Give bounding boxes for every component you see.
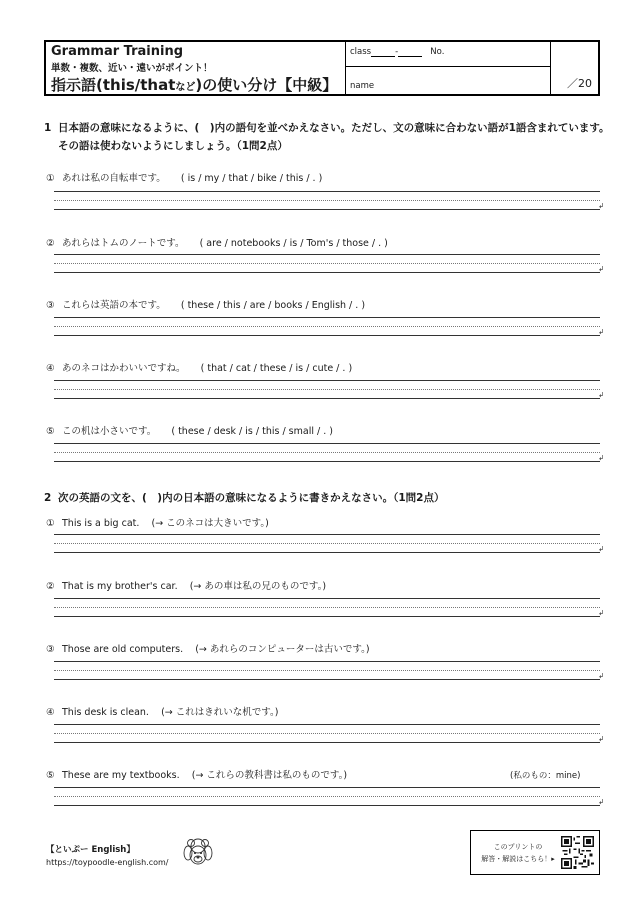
name-field[interactable]: name bbox=[350, 81, 375, 91]
header-info-cell bbox=[346, 42, 551, 94]
s2-q4: ④ This desk is clean. (→ これはきれいな机です。) bbox=[46, 707, 279, 718]
brand-url[interactable]: https://toypoodle-english.com/ bbox=[46, 858, 169, 867]
s2-q2-answer-lines[interactable]: ↲ bbox=[54, 598, 600, 616]
s1-q2-answer-lines[interactable]: ↲ bbox=[54, 254, 600, 272]
s2-q5-answer-lines[interactable]: ↲ bbox=[54, 787, 600, 805]
s2-q1-answer-lines[interactable]: ↲ bbox=[54, 534, 600, 552]
worksheet-main-title: 指示語(this/thatなど)の使い分け【中級】 bbox=[51, 76, 338, 94]
section1-instruction-2: その語は使わないようにしましょう。（1問2点） bbox=[58, 140, 288, 152]
s1-q3: ③ これらは英語の本です。 ( these / this / are / books / English / . ) bbox=[46, 300, 366, 311]
s2-q1: ① This is a big cat. (→ このネコは大きいです。) bbox=[46, 518, 269, 529]
s2-q2: ② That is my brother's car. (→ あの車は私の兄のものです。) bbox=[46, 581, 327, 592]
brand-name: 【といぷー English】 bbox=[46, 845, 135, 855]
worksheet-subtitle: 単数・複数、近い・遠いがポイント！ bbox=[51, 63, 213, 74]
header-title-cell bbox=[46, 42, 346, 94]
s1-q1: ① あれは私の自転車です。 ( is / my / that / bike / this / . ) bbox=[46, 173, 323, 184]
s2-q4-answer-lines[interactable]: ↲ bbox=[54, 724, 600, 742]
s2-q5-hint: (私のもの：mine) bbox=[510, 771, 581, 781]
s1-q1-answer-lines[interactable]: ↲ bbox=[54, 191, 600, 209]
worksheet-title: Grammar Training bbox=[51, 44, 184, 59]
s2-q3: ③ Those are old computers. (→ あれらのコンピューターは古いです。) bbox=[46, 644, 370, 655]
s1-q4: ④ あのネコはかわいいですね。 ( that / cat / these / is / cute / . ) bbox=[46, 363, 353, 374]
worksheet-header bbox=[44, 40, 600, 96]
score-total: ／20 bbox=[567, 77, 592, 90]
s1-q2: ② あれらはトムのノートです。 ( are / notebooks / is / Tom's / those / . ) bbox=[46, 238, 388, 249]
class-field[interactable]: class - No. bbox=[350, 47, 445, 57]
score-cell bbox=[551, 42, 598, 94]
s1-q4-answer-lines[interactable]: ↲ bbox=[54, 380, 600, 398]
s1-q5: ⑤ この机は小さいです。 ( these / desk / is / this / small / . ) bbox=[46, 426, 333, 437]
s2-q5: ⑤ These are my textbooks. (→ これらの教科書は私のものです。) bbox=[46, 770, 348, 781]
s2-q3-answer-lines[interactable]: ↲ bbox=[54, 661, 600, 679]
answer-link-text: このプリントの 解答・解説はこちら！▸ bbox=[481, 843, 555, 863]
s1-q3-answer-lines[interactable]: ↲ bbox=[54, 317, 600, 335]
answer-link-box[interactable] bbox=[470, 830, 600, 875]
s1-q5-answer-lines[interactable]: ↲ bbox=[54, 443, 600, 461]
poodle-icon bbox=[176, 836, 220, 870]
section2-instruction: 2 次の英語の文を、( )内の日本語の意味になるように書きかえなさい。（1問2点） bbox=[44, 492, 445, 504]
qr-code-icon[interactable] bbox=[561, 836, 594, 869]
class-row bbox=[346, 42, 550, 67]
section1-instruction: 1 日本語の意味になるように、( )内の語句を並べかえなさい。ただし、文の意味に合わない語が1語含まれています。 bbox=[44, 122, 610, 134]
